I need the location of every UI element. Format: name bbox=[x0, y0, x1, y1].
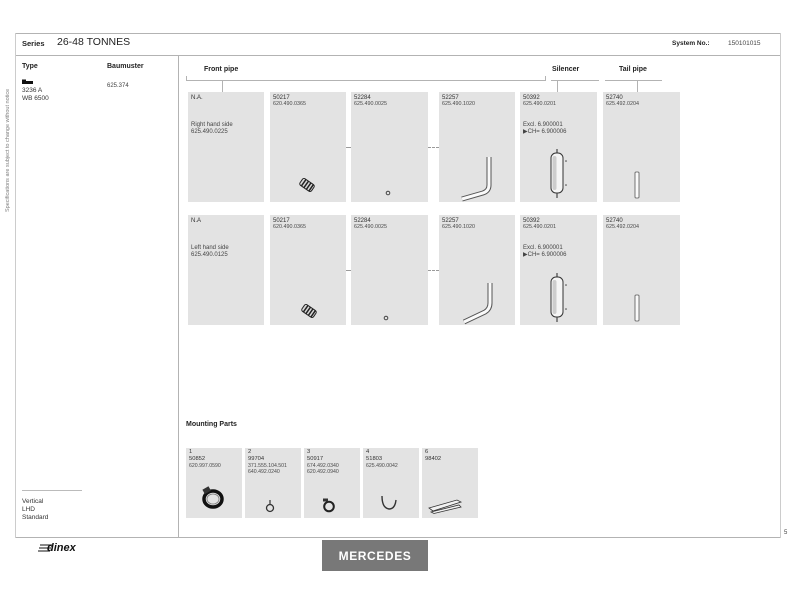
front-pipe-bracket-tick bbox=[545, 76, 546, 81]
position-number: 3 bbox=[307, 449, 311, 455]
part-oe-number: 625.490.0042 bbox=[366, 462, 398, 469]
system-number-label: System No.: bbox=[672, 40, 710, 47]
part-oe-number: 674.492.0340 bbox=[307, 462, 339, 469]
part-note: Excl. 6.900001 bbox=[523, 122, 563, 128]
front-pipe-card-right bbox=[188, 92, 264, 202]
part-note: ▶CH= 6.900006 bbox=[523, 129, 567, 135]
ring-card-right bbox=[351, 92, 428, 202]
silencer-drop bbox=[557, 80, 558, 92]
bent-pipe-icon bbox=[459, 155, 495, 203]
clamp-card-right bbox=[270, 92, 346, 202]
clamp-icon bbox=[297, 176, 317, 194]
section-tail-pipe: Tail pipe bbox=[619, 66, 647, 73]
silencer-card-right bbox=[520, 92, 597, 202]
part-note: 625.490.0125 bbox=[191, 252, 228, 258]
baumuster-label: Baumuster bbox=[107, 63, 144, 70]
band-clamp-icon bbox=[200, 485, 226, 511]
bracket-icon bbox=[427, 496, 463, 514]
part-note: 625.490.0225 bbox=[191, 129, 228, 135]
part-oe-number: 620.997.0590 bbox=[189, 462, 221, 469]
position-number: 1 bbox=[189, 449, 193, 455]
page-number: 5 bbox=[784, 530, 788, 536]
part-number: 51803 bbox=[366, 456, 383, 462]
part-oe-number: 625.490.0201 bbox=[523, 224, 556, 230]
baumuster-value: 625.374 bbox=[107, 83, 129, 89]
connector bbox=[428, 147, 439, 148]
mounting-part-card bbox=[304, 448, 360, 518]
part-number: 50852 bbox=[189, 456, 206, 462]
tail-pipe-drop bbox=[637, 80, 638, 92]
part-number: 50217 bbox=[273, 218, 290, 224]
bent-pipe-card-left bbox=[439, 215, 515, 325]
tail-pipe-icon bbox=[633, 294, 641, 322]
part-oe-number: 625.490.0201 bbox=[523, 101, 556, 107]
header-rule bbox=[15, 55, 780, 56]
mounting-part-card bbox=[363, 448, 419, 518]
part-oe-number: 620.490.0365 bbox=[273, 224, 306, 230]
section-silencer: Silencer bbox=[552, 66, 580, 73]
part-number: 52257 bbox=[442, 95, 459, 101]
config-variant: Standard bbox=[22, 514, 49, 521]
side-note: Specifications are subject to change without notice bbox=[5, 88, 11, 212]
position-number: 2 bbox=[248, 449, 252, 455]
part-oe-number: 625.492.0204 bbox=[606, 224, 639, 230]
system-number-value: 150101015 bbox=[728, 40, 761, 47]
mounting-part-card bbox=[422, 448, 478, 518]
part-oe-number: 620.490.0365 bbox=[273, 101, 306, 107]
silencer-icon bbox=[549, 149, 569, 199]
position-number: 4 bbox=[366, 449, 370, 455]
config-drive-side: LHD bbox=[22, 506, 36, 513]
vehicle-wheelbase: WB 6500 bbox=[22, 95, 49, 102]
type-label: Type bbox=[22, 63, 38, 70]
part-number: N.A bbox=[191, 218, 202, 224]
connector bbox=[346, 270, 351, 271]
tail-pipe-bracket bbox=[605, 80, 662, 81]
part-note: Excl. 6.900001 bbox=[523, 245, 563, 251]
part-oe-number: 625.492.0204 bbox=[606, 101, 639, 107]
part-note: ▶CH= 6.900006 bbox=[523, 252, 567, 258]
config-divider bbox=[22, 490, 82, 491]
part-number: 50217 bbox=[273, 95, 290, 101]
front-pipe-bracket bbox=[186, 80, 545, 81]
part-oe-number: 371.555.104.501 bbox=[248, 462, 287, 469]
silencer-card-left bbox=[520, 215, 597, 325]
part-number: 52257 bbox=[442, 218, 459, 224]
tail-pipe-icon bbox=[633, 171, 641, 199]
small-clamp-icon bbox=[264, 499, 276, 513]
connector bbox=[428, 270, 439, 271]
dinex-logo bbox=[38, 541, 78, 557]
part-number: 50392 bbox=[523, 218, 540, 224]
part-number: 52740 bbox=[606, 218, 623, 224]
frame-bottom-line bbox=[15, 537, 780, 538]
part-note: Right hand side bbox=[191, 122, 233, 128]
frame-left-line bbox=[15, 33, 16, 538]
truck-icon bbox=[22, 79, 33, 85]
mounting-parts-title: Mounting Parts bbox=[186, 421, 237, 428]
section-front-pipe: Front pipe bbox=[204, 66, 239, 73]
config-orientation: Vertical bbox=[22, 498, 44, 505]
column-divider bbox=[178, 55, 179, 537]
vehicle-type: 3236 A bbox=[22, 87, 43, 94]
series-label: Series bbox=[22, 39, 45, 48]
series-value: 26-48 TONNES bbox=[57, 36, 131, 48]
clamp-card-left bbox=[270, 215, 346, 325]
part-number: 98402 bbox=[425, 456, 442, 462]
part-oe-number: 625.490.1020 bbox=[442, 224, 475, 230]
ring-card-left bbox=[351, 215, 428, 325]
part-number: 52284 bbox=[354, 95, 371, 101]
logo-wordmark: dinex bbox=[47, 542, 76, 554]
mounting-part-card bbox=[186, 448, 242, 518]
part-number: N.A. bbox=[191, 95, 203, 101]
brand-name: MERCEDES bbox=[338, 548, 412, 563]
part-note: Left hand side bbox=[191, 245, 229, 251]
position-number: 6 bbox=[425, 449, 429, 455]
part-oe-number: 625.490.1020 bbox=[442, 101, 475, 107]
front-pipe-bracket-tick bbox=[186, 76, 187, 81]
clamp-ring-icon bbox=[321, 497, 337, 513]
frame-top-line bbox=[15, 33, 780, 34]
tail-pipe-card-left bbox=[603, 215, 680, 325]
bent-pipe-icon bbox=[460, 281, 496, 325]
ring-icon bbox=[385, 190, 391, 196]
part-number: 52284 bbox=[354, 218, 371, 224]
silencer-bracket bbox=[551, 80, 599, 81]
u-bolt-icon bbox=[380, 494, 398, 512]
tail-pipe-card-right bbox=[603, 92, 680, 202]
part-number: 50917 bbox=[307, 456, 324, 462]
bent-pipe-card-right bbox=[439, 92, 515, 202]
ring-icon bbox=[383, 315, 389, 321]
silencer-icon bbox=[549, 273, 569, 323]
front-pipe-drop bbox=[222, 80, 223, 92]
part-oe-number: 620.492.0940 bbox=[307, 468, 339, 475]
part-number: 50392 bbox=[523, 95, 540, 101]
frame-right-line bbox=[780, 33, 781, 538]
connector bbox=[346, 147, 351, 148]
front-pipe-card-left bbox=[188, 215, 264, 325]
part-oe-number: 625.490.0025 bbox=[354, 224, 387, 230]
brand-banner bbox=[322, 540, 428, 571]
part-oe-number: 625.490.0025 bbox=[354, 101, 387, 107]
part-number: 99704 bbox=[248, 456, 265, 462]
mounting-part-card bbox=[245, 448, 301, 518]
part-number: 52740 bbox=[606, 95, 623, 101]
part-oe-number: 640.492.0240 bbox=[248, 468, 280, 475]
clamp-icon bbox=[299, 302, 319, 320]
